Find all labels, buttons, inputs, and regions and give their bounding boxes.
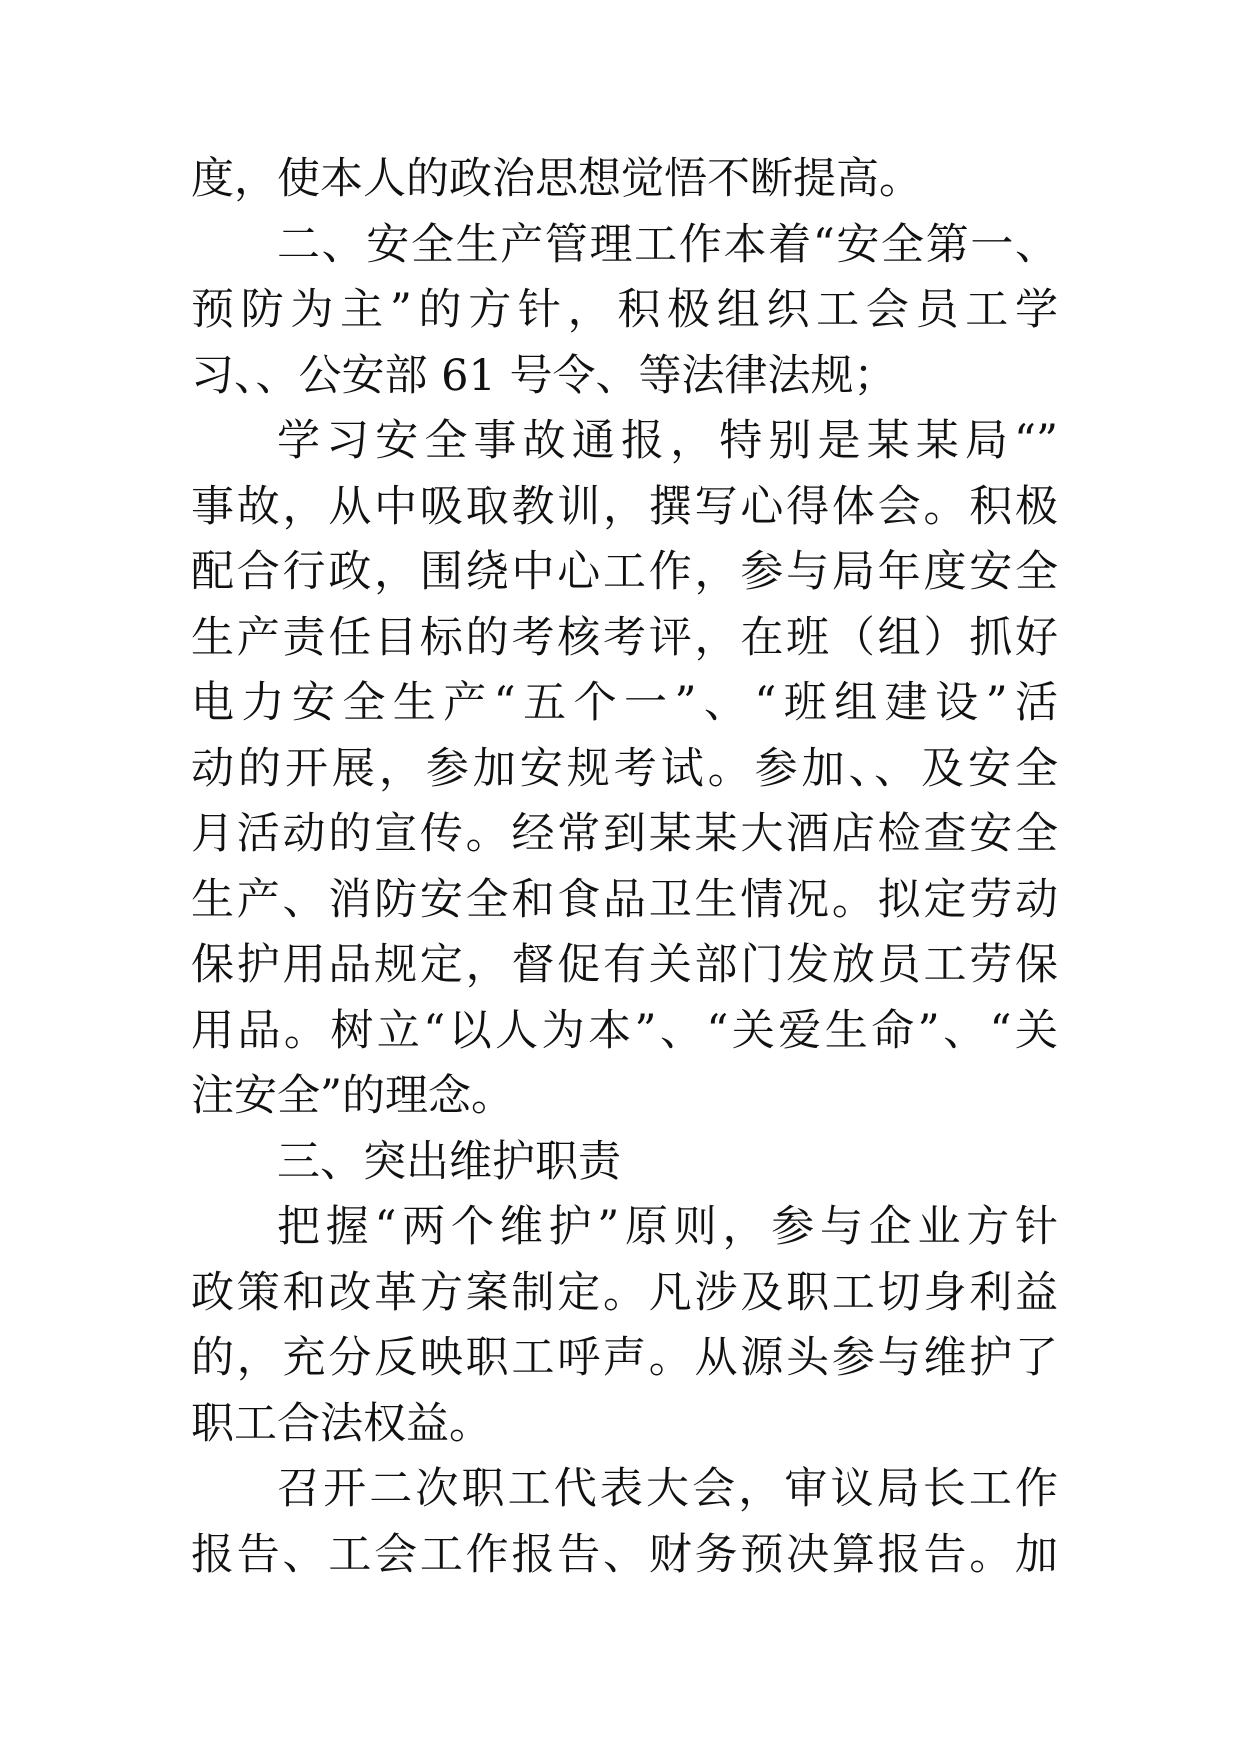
text-line: 学习安全事故通报，特别是某某局“” — [277, 416, 1058, 466]
text-line: 职工合法权益。 — [191, 1398, 492, 1449]
text-line: 召开二次职工代表大会，审议局长工作 — [277, 1464, 1058, 1514]
document-body — [191, 147, 1058, 1588]
paragraph-safety-study — [191, 409, 1058, 1130]
text-line: 度，使本人的政治思想觉悟不断提高。 — [191, 154, 922, 204]
text-line: 电力安全生产“五个一”、“班组建设”活 — [191, 678, 1058, 728]
section-heading — [191, 1130, 1058, 1196]
text-line: 三、突出维护职责 — [277, 1136, 621, 1187]
text-line: 把握“两个维护”原则，参与企业方针 — [277, 1202, 1058, 1252]
text-line: 注安全”的理念。 — [191, 1071, 514, 1121]
text-line: 生产、消防安全和食品卫生情况。拟定劳动 — [191, 874, 1058, 925]
text-line: 保护用品规定，督促有关部门发放员工劳保 — [191, 940, 1058, 990]
text-line: 配合行政，围绕中心工作，参与局年度安全 — [191, 547, 1058, 597]
paragraph-continued — [191, 147, 1058, 213]
text-line: 习、、公安部 61 号令、等法律法规； — [191, 350, 897, 401]
text-line: 事故，从中吸取教训，撰写心得体会。积极 — [191, 481, 1058, 532]
paragraph-two-safeguards — [191, 1195, 1058, 1457]
text-line: 报告、工会工作报告、财务预决算报告。加 — [191, 1529, 1058, 1580]
text-line: 生产责任目标的考核考评，在班（组）抓好 — [191, 612, 1058, 663]
paragraph-congress — [191, 1457, 1058, 1588]
text-line: 月活动的宣传。经常到某某大酒店检查安全 — [191, 809, 1058, 859]
text-line: 动的开展，参加安规考试。参加、、及安全 — [191, 743, 1058, 794]
text-line: 政策和改革方案制定。凡涉及职工切身利益 — [191, 1267, 1058, 1318]
text-line: 预防为主”的方针，积极组织工会员工学 — [191, 285, 1058, 335]
text-line: 的，充分反映职工呼声。从源头参与维护了 — [191, 1333, 1058, 1383]
text-line: 用品。树立“以人为本”、“关爱生命”、“关 — [191, 1005, 1058, 1056]
paragraph-safety-production — [191, 213, 1058, 410]
text-line: 二、安全生产管理工作本着“安全第一、 — [277, 219, 1058, 270]
